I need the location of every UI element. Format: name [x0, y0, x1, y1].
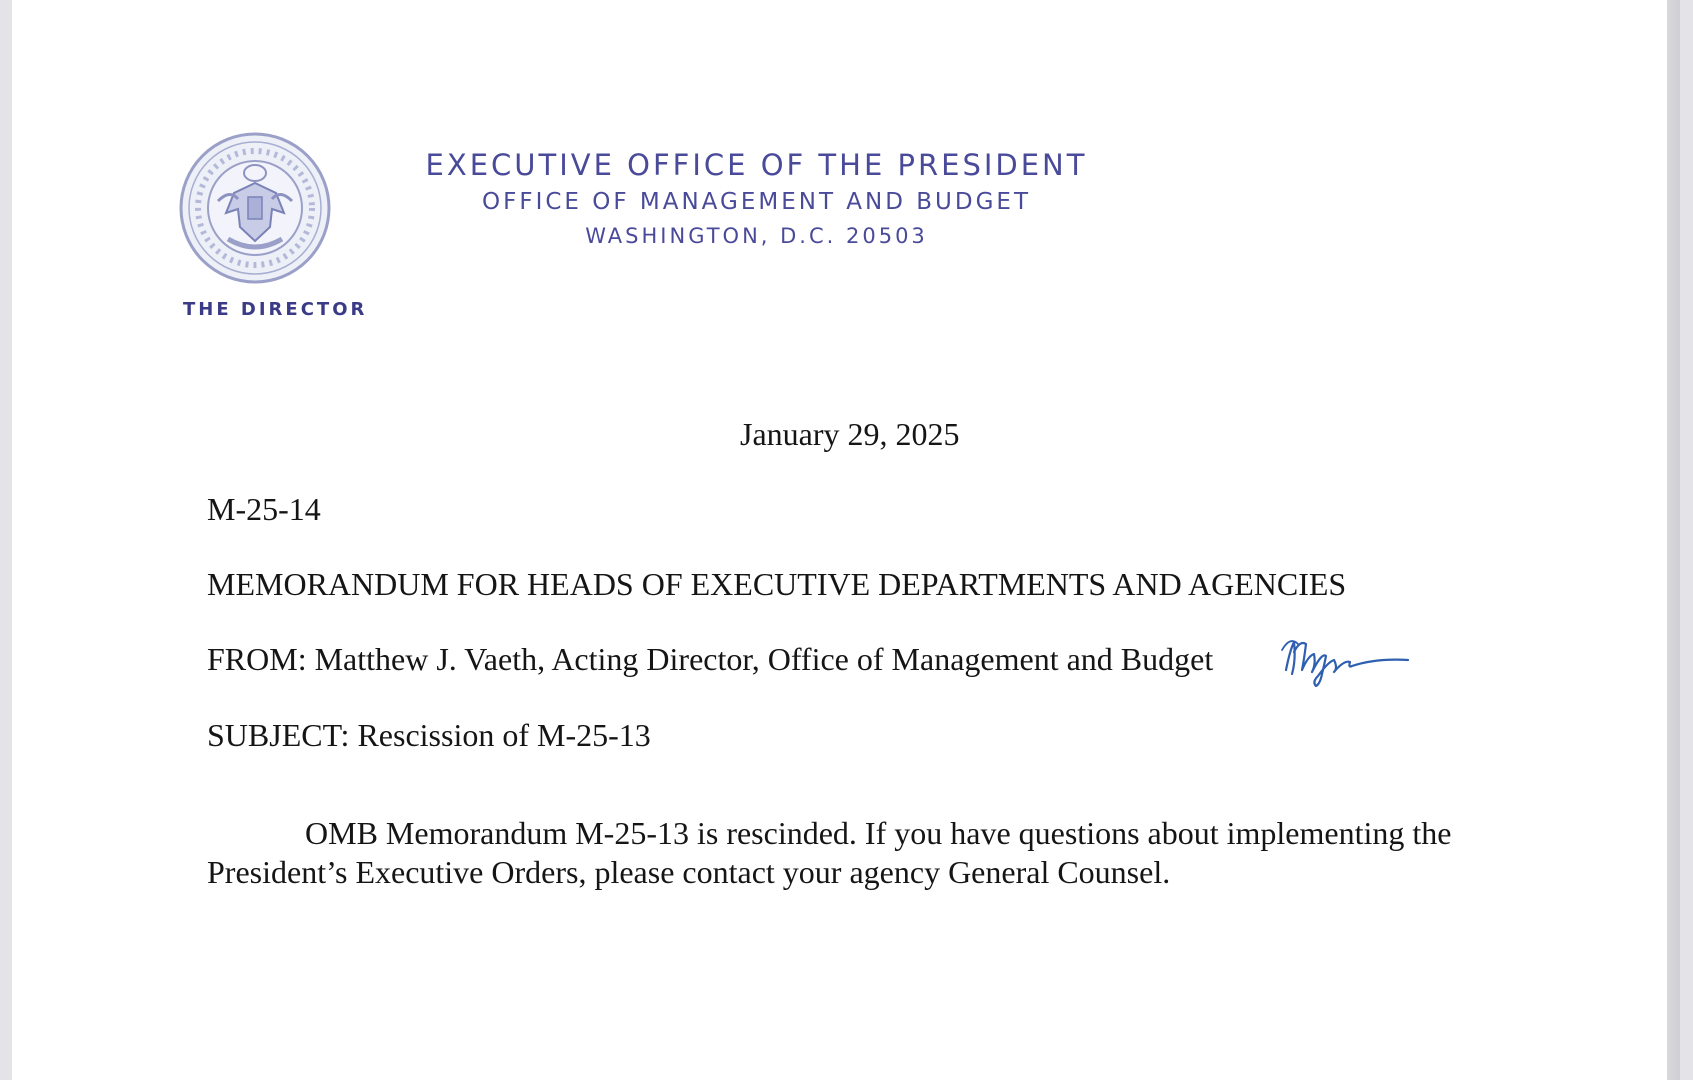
director-label: THE DIRECTOR [183, 299, 368, 320]
memo-addressee: MEMORANDUM FOR HEADS OF EXECUTIVE DEPARTMENTS AND AGENCIES [207, 566, 1347, 602]
memo-body [207, 814, 1507, 892]
letterhead-office: OFFICE OF MANAGEMENT AND BUDGET [482, 189, 1031, 215]
memo-date: January 29, 2025 [740, 416, 960, 452]
signature-icon [1276, 630, 1412, 690]
page-edge [1667, 0, 1680, 1080]
memo-subject: SUBJECT: Rescission of M-25-13 [207, 717, 651, 753]
memo-number: M-25-14 [207, 491, 321, 527]
letterhead-title: EXECUTIVE OFFICE OF THE PRESIDENT [425, 148, 1088, 182]
letterhead-address: WASHINGTON, D.C. 20503 [585, 224, 928, 248]
memo-body-text: OMB Memorandum M-25-13 is rescinded. If you have questions about implementing the President’s Executive Orders, please contact your agency General Counsel. [207, 815, 1452, 890]
memo-from: FROM: Matthew J. Vaeth, Acting Director, Office of Management and Budget [207, 641, 1214, 677]
